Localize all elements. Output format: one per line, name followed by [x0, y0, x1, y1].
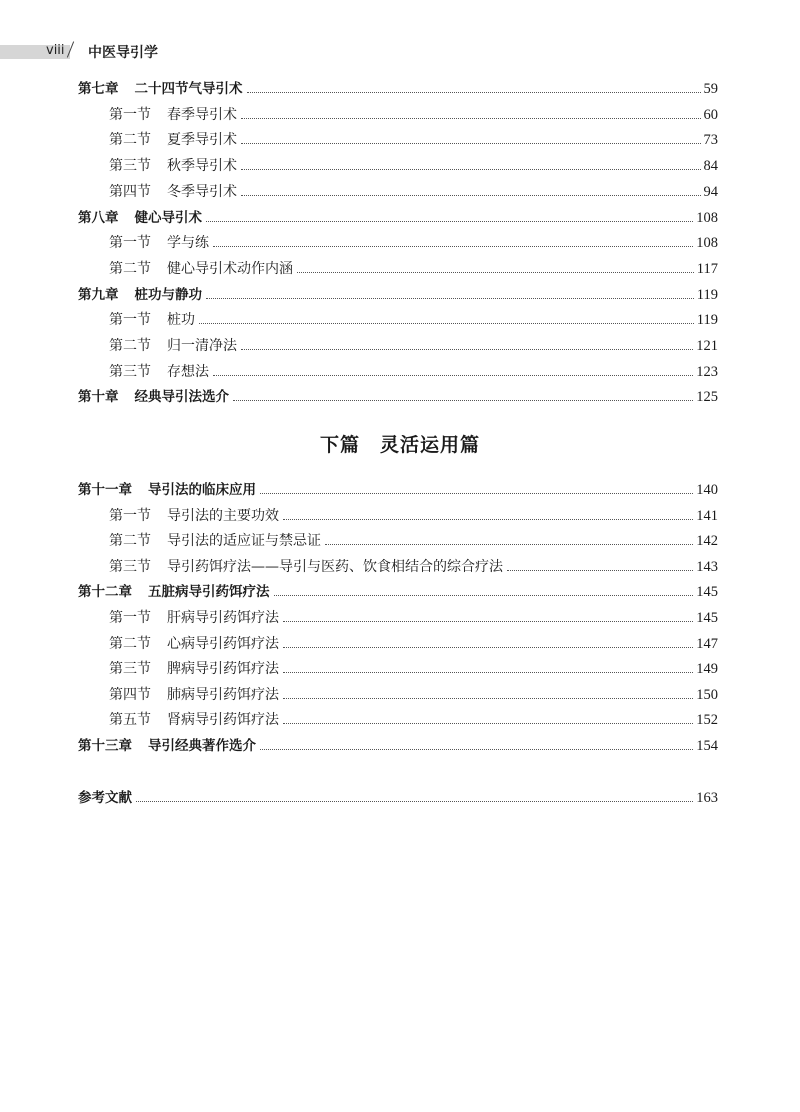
toc-chapter-entry[interactable]: [78, 787, 718, 807]
entry-page-number: 84: [703, 158, 718, 175]
dot-leader: [507, 569, 693, 571]
entry-title: 冬季导引术: [167, 183, 237, 200]
entry-title: 脾病导引药饵疗法: [167, 661, 279, 678]
dot-leader: [199, 322, 694, 324]
entry-label: 第一节: [109, 507, 151, 524]
entry-label: 第三节: [109, 558, 151, 575]
dot-leader: [241, 117, 701, 119]
entry-label: 第一节: [109, 610, 151, 626]
entry-label: 第二节: [109, 132, 151, 149]
dot-leader: [274, 594, 694, 596]
toc-section-entry[interactable]: [109, 335, 718, 355]
entry-label: 第二节: [109, 635, 151, 652]
entry-title: 桩功: [167, 312, 195, 329]
dot-leader: [241, 348, 693, 350]
dot-leader: [136, 800, 693, 802]
toc-chapter-entry[interactable]: [78, 735, 718, 755]
dot-leader: [206, 297, 694, 299]
toc-section-entry[interactable]: [109, 633, 718, 653]
toc-section-entry[interactable]: [109, 530, 718, 550]
entry-page-number: 119: [696, 312, 718, 329]
part-heading: [0, 430, 800, 457]
entry-label: 第三节: [109, 158, 151, 175]
entry-page-number: 154: [696, 738, 718, 754]
entry-page-number: 119: [696, 286, 718, 303]
toc-section-entry[interactable]: [109, 505, 718, 525]
entry-title: 经典导引法选介: [134, 389, 229, 406]
entry-title: 二十四节气导引术: [134, 81, 243, 97]
dot-leader: [283, 697, 693, 699]
entry-label: 第十一章: [78, 482, 132, 498]
toc-section-entry[interactable]: [109, 709, 718, 729]
entry-title: 桩功与静功: [134, 286, 202, 303]
entry-page-number: 125: [696, 389, 718, 406]
entry-title: 肾病导引药饵疗法: [167, 712, 279, 729]
dot-leader: [283, 722, 693, 724]
entry-title: 夏季导引术: [167, 132, 237, 149]
entry-page-number: 163: [696, 790, 718, 806]
toc-chapter-entry[interactable]: [78, 78, 718, 98]
dot-leader: [283, 646, 693, 648]
entry-label: 第二节: [109, 260, 151, 277]
entry-label: 第三节: [109, 661, 151, 678]
entry-page-number: 145: [696, 610, 718, 626]
entry-page-number: 121: [696, 338, 718, 354]
dot-leader: [213, 245, 693, 247]
dot-leader: [260, 748, 693, 750]
entry-title: 导引法的适应证与禁忌证: [167, 533, 321, 550]
entry-title: 导引经典著作选介: [148, 738, 256, 754]
entry-page-number: 141: [696, 507, 718, 524]
entry-page-number: 108: [696, 209, 718, 226]
entry-label: 第七章: [78, 81, 119, 97]
entry-page-number: 60: [703, 106, 718, 123]
entry-label: 第四节: [109, 183, 151, 200]
header-book-title: 中医导引学: [88, 45, 158, 61]
toc-section-entry[interactable]: [109, 129, 718, 149]
entry-title: 归一清净法: [167, 338, 237, 354]
entry-page-number: 149: [696, 661, 718, 678]
toc-section-entry[interactable]: [109, 607, 718, 627]
entry-page-number: 147: [696, 635, 718, 652]
dot-leader: [283, 518, 693, 520]
dot-leader: [213, 374, 693, 376]
entry-label: 第十三章: [78, 738, 132, 754]
entry-title: 导引法的临床应用: [148, 482, 256, 498]
entry-label: 第九章: [78, 286, 119, 303]
dot-leader: [325, 543, 693, 545]
toc-chapter-entry[interactable]: [78, 207, 718, 227]
toc-chapter-entry[interactable]: [78, 284, 718, 304]
entry-title: 导引法的主要功效: [167, 507, 279, 524]
toc-chapter-entry[interactable]: [78, 386, 718, 406]
entry-page-number: 140: [696, 482, 718, 498]
entry-label: 第五节: [109, 712, 151, 729]
entry-page-number: 150: [696, 686, 718, 703]
toc-section-entry[interactable]: [109, 104, 718, 124]
entry-title: 肝病导引药饵疗法: [167, 610, 279, 626]
entry-title: 健心导引术: [134, 209, 202, 226]
toc-chapter-entry[interactable]: [78, 581, 718, 601]
dot-leader: [283, 620, 693, 622]
part-heading-title: 灵活运用篇: [380, 434, 481, 456]
header-page-number: viii: [46, 43, 65, 58]
entry-page-number: 123: [696, 363, 718, 380]
toc-section-entry[interactable]: [109, 232, 718, 252]
entry-page-number: 59: [703, 81, 718, 97]
toc-section-entry[interactable]: [109, 684, 718, 704]
entry-label: 第二节: [109, 338, 151, 354]
entry-label: 第四节: [109, 686, 151, 703]
entry-title: 春季导引术: [167, 106, 237, 123]
entry-page-number: 143: [696, 558, 718, 575]
toc-section-entry[interactable]: [109, 309, 718, 329]
entry-page-number: 142: [696, 533, 718, 550]
dot-leader: [206, 220, 693, 222]
dot-leader: [260, 492, 693, 494]
entry-label: 参考文献: [78, 790, 132, 806]
entry-page-number: 73: [703, 132, 718, 149]
entry-label: 第三节: [109, 363, 151, 380]
toc-section-entry[interactable]: [109, 155, 718, 175]
entry-page-number: 117: [696, 260, 718, 277]
toc-section-entry[interactable]: [109, 556, 718, 576]
entry-title: 存想法: [167, 363, 209, 380]
running-header: [0, 40, 800, 64]
dot-leader: [247, 91, 701, 93]
dot-leader: [241, 168, 701, 170]
dot-leader: [233, 399, 693, 401]
entry-page-number: 145: [696, 584, 718, 601]
entry-title: 健心导引术动作内涵: [167, 260, 293, 277]
entry-label: 第一节: [109, 312, 151, 329]
entry-title: 心病导引药饵疗法: [167, 635, 279, 652]
entry-page-number: 152: [696, 712, 718, 729]
dot-leader: [283, 671, 693, 673]
entry-title: 导引药饵疗法——导引与医药、饮食相结合的综合疗法: [167, 558, 503, 575]
entry-label: 第一节: [109, 235, 151, 252]
entry-label: 第十二章: [78, 584, 132, 601]
entry-page-number: 94: [703, 183, 718, 200]
part-heading-label: 下篇: [319, 434, 360, 456]
entry-title: 秋季导引术: [167, 158, 237, 175]
entry-title: 学与练: [167, 235, 209, 252]
toc-section-entry[interactable]: [109, 658, 718, 678]
dot-leader: [297, 271, 694, 273]
toc-section-entry[interactable]: [109, 258, 718, 278]
toc-chapter-entry[interactable]: [78, 479, 718, 499]
entry-title: 肺病导引药饵疗法: [167, 686, 279, 703]
entry-title: 五脏病导引药饵疗法: [148, 584, 270, 601]
entry-label: 第十章: [78, 389, 119, 406]
dot-leader: [241, 142, 701, 144]
entry-label: 第八章: [78, 209, 119, 226]
dot-leader: [241, 194, 701, 196]
toc-section-entry[interactable]: [109, 181, 718, 201]
entry-label: 第二节: [109, 533, 151, 550]
entry-label: 第一节: [109, 106, 151, 123]
toc-section-entry[interactable]: [109, 361, 718, 381]
entry-page-number: 108: [696, 235, 718, 252]
